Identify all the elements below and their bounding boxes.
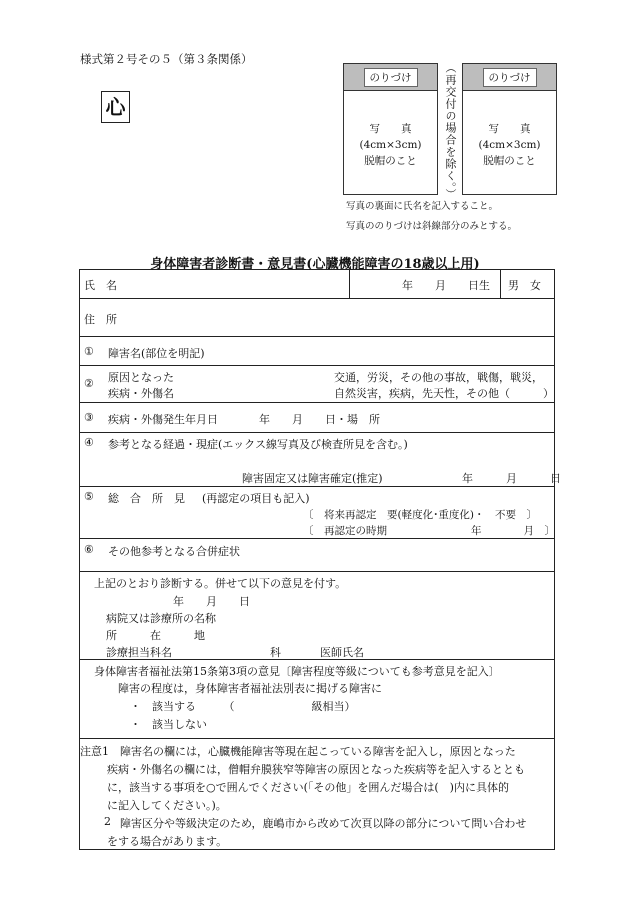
note-1-line-1: 障害名の欄には，心臓機能障害等現在起こっている障害を記入し，原因となった bbox=[120, 745, 516, 758]
photo-label: 写 真 bbox=[369, 123, 412, 135]
row-history bbox=[80, 432, 561, 487]
diagnosis-block bbox=[80, 571, 554, 660]
cause-label-1: 原因となった bbox=[108, 371, 174, 384]
address-label: 住 所 bbox=[84, 313, 117, 326]
diagnosis-date[interactable]: 年 月 日 bbox=[173, 595, 250, 608]
photo-note-2: 写真ののりづけは斜線部分のみとする。 bbox=[346, 221, 518, 232]
row-number: ① bbox=[84, 345, 94, 358]
photo-box-left bbox=[343, 63, 438, 195]
row-findings bbox=[80, 486, 554, 539]
vertical-note: （再交付の場合を除く。） bbox=[444, 62, 457, 201]
row-onset bbox=[80, 402, 554, 433]
department-suffix: 科 bbox=[270, 646, 281, 659]
photo-instruction: 脱帽のこと bbox=[364, 155, 417, 167]
paste-label: のりづけ bbox=[483, 68, 537, 87]
sex-field[interactable]: 男 女 bbox=[508, 279, 541, 292]
applicable-option[interactable]: ・ 該当する （ 級相当） bbox=[130, 700, 356, 713]
fixed-label: 障害固定又は障害確定(推定) bbox=[242, 472, 383, 485]
note-2-line-1: 障害区分や等級決定のため，鹿嶋市から改めて次頁以降の部分について問い合わせ bbox=[120, 817, 527, 830]
fixed-date[interactable]: 年 月 日 bbox=[462, 472, 561, 485]
birth-date: 年 月 日生 bbox=[402, 279, 490, 292]
paste-label: のりづけ bbox=[364, 68, 418, 87]
photo-size: (4cm×3cm) bbox=[478, 139, 541, 151]
complications-label: その他参考となる合併症状 bbox=[108, 545, 240, 558]
opinion-title: 身体障害者福祉法第15条第3項の意見〔障害程度等級についても参考意見を記入〕 bbox=[94, 665, 500, 678]
row-disability-name bbox=[80, 336, 554, 366]
photo-size: (4cm×3cm) bbox=[359, 139, 422, 151]
onset-label: 疾病・外傷発生年月日 bbox=[108, 413, 218, 426]
opinion-block bbox=[80, 659, 554, 739]
department-label: 診療担当科名 bbox=[106, 646, 172, 659]
diagnosis-form bbox=[79, 269, 561, 850]
row-cause bbox=[80, 365, 554, 403]
reassessment-time[interactable]: 〔 再認定の時期 年 月 〕 bbox=[303, 525, 555, 537]
note-1-label: 注意1 bbox=[80, 745, 109, 758]
photo-box-right bbox=[462, 63, 557, 195]
diagnosis-statement: 上記のとおり診断する。併せて以下の意見を付す。 bbox=[94, 577, 347, 590]
photo-note-1: 写真の裏面に氏名を記入すること。 bbox=[346, 201, 499, 212]
row-number: ④ bbox=[84, 436, 94, 449]
photo-instruction: 脱帽のこと bbox=[483, 155, 536, 167]
findings-label: 総 合 所 見 bbox=[108, 492, 185, 505]
row-complications bbox=[80, 538, 554, 572]
row-number: ② bbox=[84, 377, 94, 390]
kokoro-mark: 心 bbox=[101, 91, 130, 123]
address-row bbox=[80, 298, 554, 337]
row-number: ⑥ bbox=[84, 543, 94, 556]
doctor-name-label: 医師氏名 bbox=[320, 646, 364, 659]
document-title: 身体障害者診断書・意見書(心臓機能障害の18歳以上用) bbox=[150, 257, 480, 272]
note-2-line-2: をする場合があります。 bbox=[107, 835, 228, 848]
name-label: 氏 名 bbox=[84, 279, 117, 292]
cause-options-1[interactable]: 交通，労災，その他の事故，戦傷，戦災， bbox=[334, 371, 543, 384]
disability-name-label: 障害名(部位を明記) bbox=[108, 347, 205, 360]
note-1-line-2: 疾病・外傷名の欄には，僧帽弁膜狭窄等障害の原因となった疾病等を記入するととも bbox=[107, 763, 525, 776]
note-1-line-4: に記入してください。)。 bbox=[107, 799, 227, 812]
photo-label: 写 真 bbox=[488, 123, 531, 135]
onset-date[interactable]: 年 月 日・場 所 bbox=[259, 413, 380, 426]
cause-label-2: 疾病・外傷名 bbox=[108, 387, 174, 400]
paste-area-right bbox=[463, 64, 556, 91]
note-2-label: 2 bbox=[104, 815, 111, 828]
hospital-label: 病院又は診療所の名称 bbox=[106, 612, 216, 625]
not-applicable-option[interactable]: ・ 該当しない bbox=[130, 718, 207, 731]
note-1-line-3: に，該当する事項を○で囲んでください(「その他」を囲んだ場合は( )内に具体的 bbox=[107, 781, 509, 794]
history-label: 参考となる経過・現症(エックス線写真及び検査所見を含む。) bbox=[108, 438, 408, 451]
row-number: ③ bbox=[84, 411, 94, 424]
form-number: 様式第２号その５（第３条関係） bbox=[80, 52, 253, 66]
location-label: 所 在 地 bbox=[106, 629, 205, 642]
cause-options-2[interactable]: 自然災害，疾病，先天性，その他（ ） bbox=[334, 387, 554, 400]
reassessment-need[interactable]: 〔 将来再認定 要(軽度化･重度化)・ 不要 〕 bbox=[303, 509, 537, 521]
degree-label: 障害の程度は，身体障害者福祉法別表に掲げる障害に bbox=[118, 682, 382, 695]
name-row bbox=[80, 270, 554, 298]
paste-area-left bbox=[344, 64, 437, 91]
findings-note: (再認定の項目も記入) bbox=[202, 492, 310, 505]
row-number: ⑤ bbox=[84, 490, 94, 503]
notes-block bbox=[80, 738, 554, 850]
